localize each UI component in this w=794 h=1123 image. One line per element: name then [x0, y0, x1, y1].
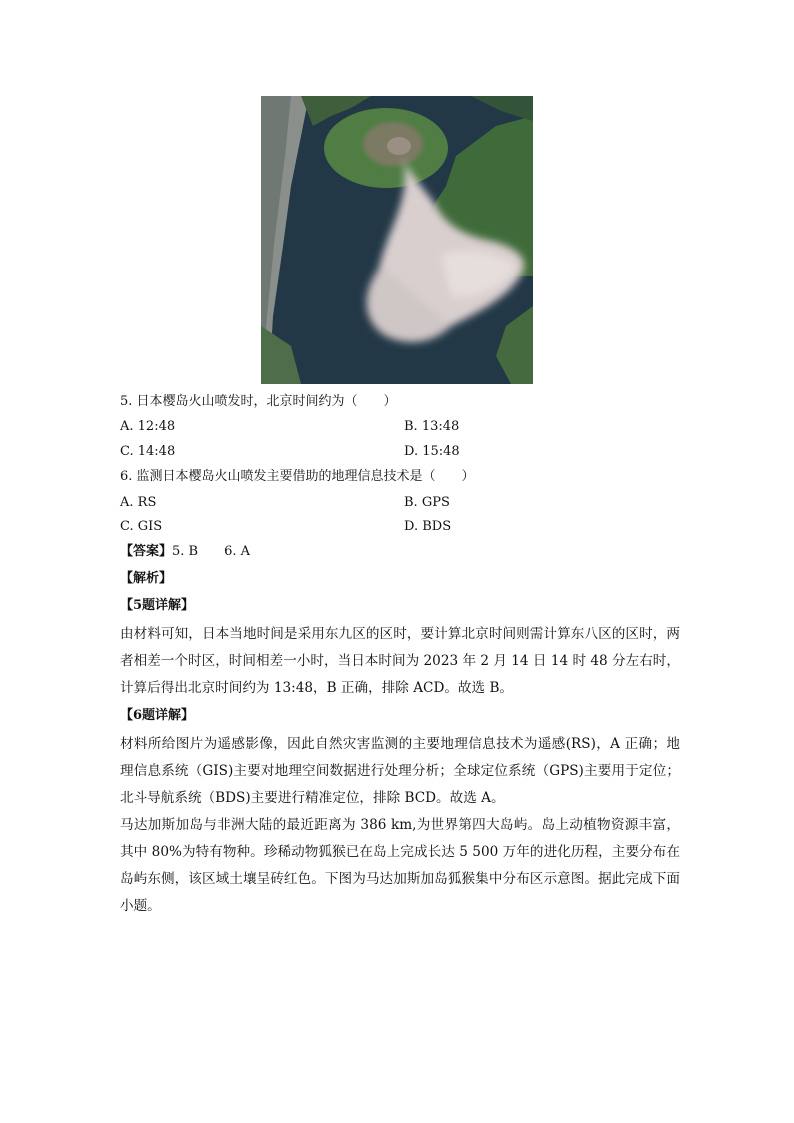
answer-text: 5. B 6. A: [172, 544, 251, 559]
answer-line: [120, 544, 250, 560]
detail-5-label: 【5题详解】: [120, 598, 195, 613]
satellite-image-sakurajima: [261, 96, 533, 384]
analysis-label: 【解析】: [120, 571, 173, 586]
answer-label: 【答案】: [120, 544, 173, 559]
question-5-option-c: C. 14:48: [120, 444, 176, 459]
question-5-option-b: B. 13:48: [404, 419, 460, 434]
madagascar-passage: 马达加斯加岛与非洲大陆的最近距离为 386 km,为世界第四大岛屿。岛上动植物资源丰富，其中 80%为特有物种。珍稀动物狐猴已在岛上完成长达 5 500 万年的进化历程，主要分布在岛屿东侧，该区域土壤呈砖红色。下图为马达加斯加岛狐猴集中分布区示意图。据此完成下面小题。: [120, 817, 680, 914]
question-6-option-a: A. RS: [120, 495, 157, 510]
question-5-stem: 5. 日本樱岛火山喷发时，北京时间约为（ ）: [120, 394, 397, 409]
detail-6-text: 材料所给图片为遥感影像，因此自然灾害监测的主要地理信息技术为遥感(RS)，A 正确；地理信息系统（GIS)主要对地理空间数据进行处理分析；全球定位系统（GPS)主要用于定位；北斗导航系统（BDS)主要进行精准定位，排除 BCD。故选 A。: [120, 736, 680, 806]
question-5-option-d: D. 15:48: [404, 444, 460, 459]
question-6-option-d: D. BDS: [404, 519, 452, 534]
question-6-option-c: C. GIS: [120, 519, 163, 534]
detail-6-label: 【6题详解】: [120, 708, 195, 723]
question-5-option-a: A. 12:48: [120, 419, 176, 434]
question-6-stem: 6. 监测日本樱岛火山喷发主要借助的地理信息技术是（ ）: [120, 469, 475, 484]
detail-5-text: 由材料可知，日本当地时间是采用东九区的区时，要计算北京时间则需计算东八区的区时，两者相差一个时区，时间相差一小时，当日本时间为 2023 年 2 月 14 日 14 时 48 分左右时，计算后得出北京时间约为 13:48，B 正确，排除 ACD。故选 B。: [120, 626, 680, 696]
question-6-option-b: B. GPS: [404, 495, 450, 510]
